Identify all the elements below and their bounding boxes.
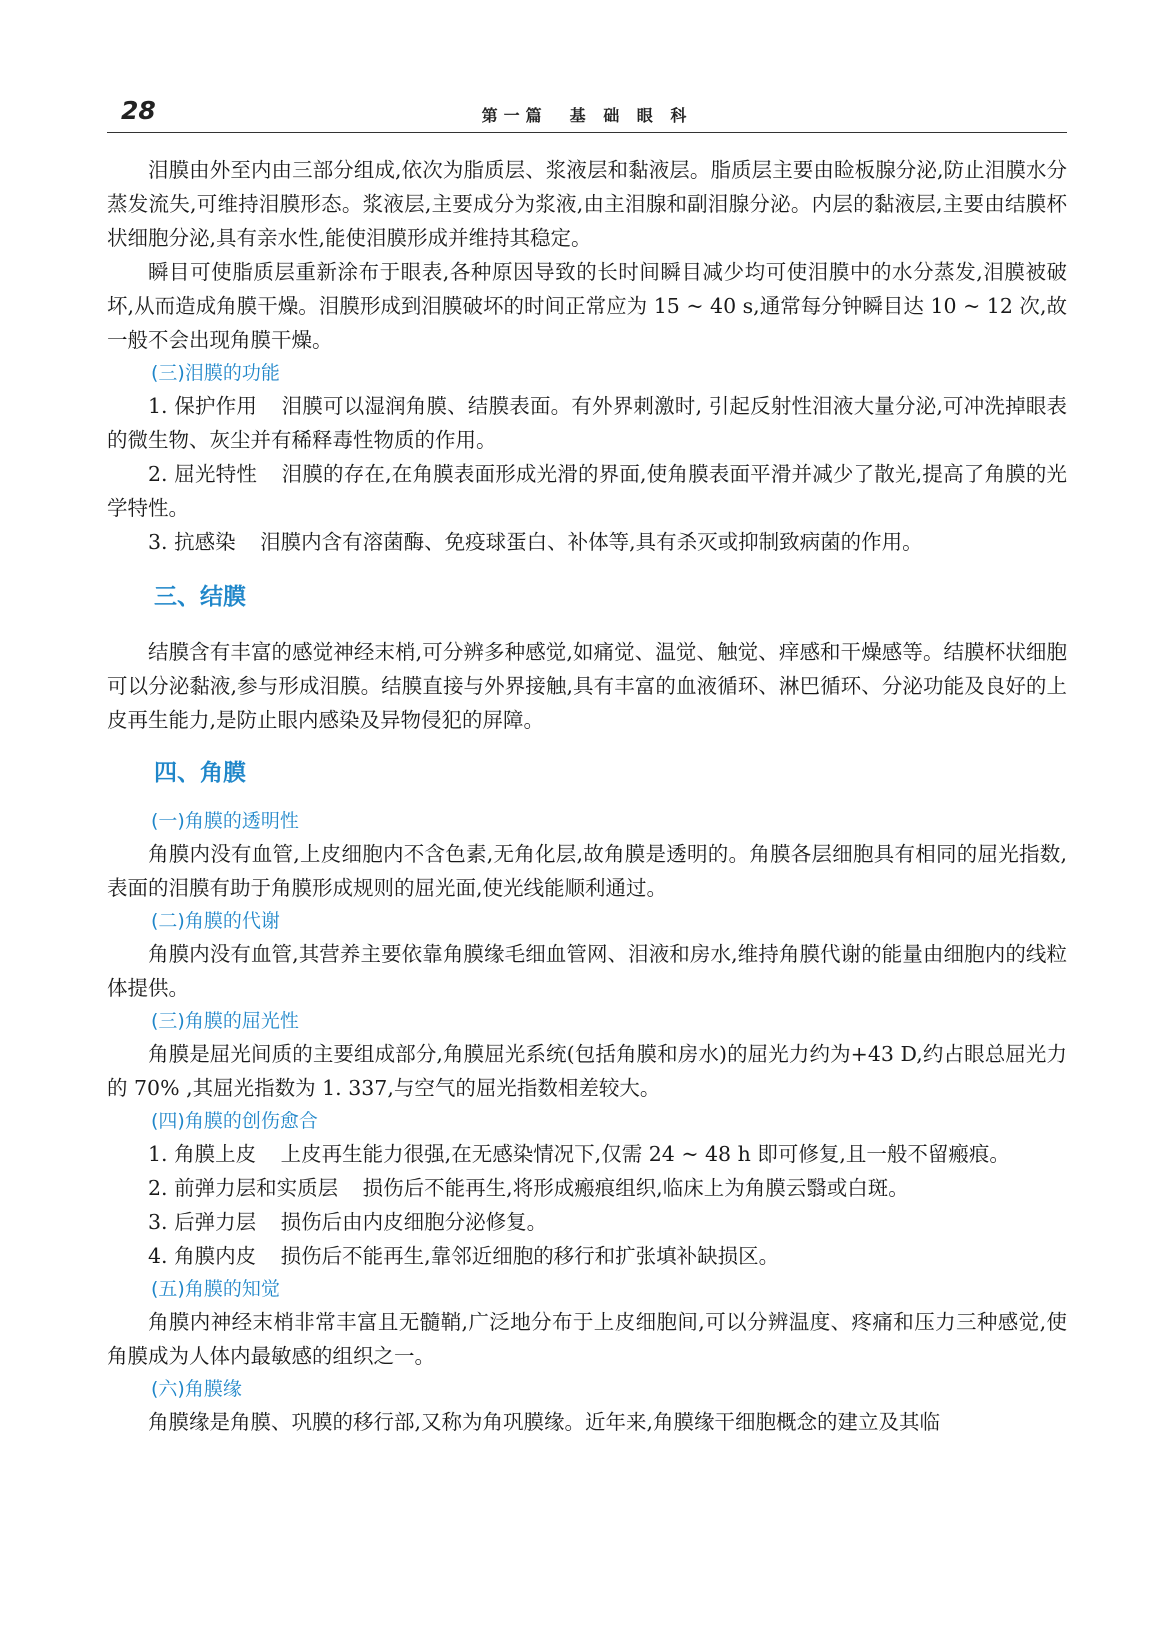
list-item <box>107 1239 1067 1273</box>
paragraph: 角膜缘是角膜、巩膜的移行部,又称为角巩膜缘。近年来,角膜缘干细胞概念的建立及其临 <box>148 1410 941 1434</box>
list-item <box>107 1137 1067 1171</box>
page-number: 28 <box>121 96 156 125</box>
item-term: 2. 屈光特性 <box>148 462 258 486</box>
subsection-heading: (二)角膜的代谢 <box>151 910 280 932</box>
section-heading: 三、结膜 <box>154 584 246 610</box>
item-term: 1. 保护作用 <box>148 394 258 418</box>
paragraph: 角膜内没有血管,其营养主要依靠角膜缘毛细血管网、泪液和房水,维持角膜代谢的能量由细胞内的线粒体提供。 <box>107 942 1067 1000</box>
paragraph: 角膜内没有血管,上皮细胞内不含色素,无角化层,故角膜是透明的。角膜各层细胞具有相同的屈光指数,表面的泪膜有助于角膜形成规则的屈光面,使光线能顺利通过。 <box>107 842 1067 900</box>
paragraph: 瞬目可使脂质层重新涂布于眼表,各种原因导致的长时间瞬目减少均可使泪膜中的水分蒸发,泪膜被破坏,从而造成角膜干燥。泪膜形成到泪膜破坏的时间正常应为 15 ~ 40 s,通常每分钟瞬目达 10 ~ 12 次,故一般不会出现角膜干燥。 <box>107 260 1067 352</box>
item-text: 泪膜的存在,在角膜表面形成光滑的界面,使角膜表面平滑并减少了散光,提高了角膜的光学特性。 <box>107 462 1068 520</box>
list-item <box>107 525 1067 559</box>
subsection-heading: (一)角膜的透明性 <box>151 810 299 832</box>
item-text: 泪膜内含有溶菌酶、免疫球蛋白、补体等,具有杀灭或抑制致病菌的作用。 <box>260 530 923 554</box>
section-heading: 四、角膜 <box>154 760 246 786</box>
list-item <box>107 457 1067 525</box>
item-term: 3. 抗感染 <box>148 530 236 554</box>
paragraph: 角膜是屈光间质的主要组成部分,角膜屈光系统(包括角膜和房水)的屈光力约为+43 D,约占眼总屈光力的 70% ,其屈光指数为 1. 337,与空气的屈光指数相差较大。 <box>107 1042 1067 1100</box>
running-head: 第一篇 基 础 眼 科 <box>481 106 693 125</box>
item-term: 1. 角膜上皮 <box>148 1142 257 1166</box>
item-text: 损伤后不能再生,将形成瘢痕组织,临床上为角膜云翳或白斑。 <box>362 1176 909 1200</box>
page-header <box>107 96 1067 133</box>
item-text: 损伤后不能再生,靠邻近细胞的移行和扩张填补缺损区。 <box>280 1244 780 1268</box>
subsection-heading: (四)角膜的创伤愈合 <box>151 1110 318 1132</box>
item-term: 2. 前弹力层和实质层 <box>148 1176 339 1200</box>
page-body <box>107 153 1067 1439</box>
item-text: 损伤后由内皮细胞分泌修复。 <box>280 1210 548 1234</box>
subsection-heading: (五)角膜的知觉 <box>151 1278 280 1300</box>
item-text: 上皮再生能力很强,在无感染情况下,仅需 24 ~ 48 h 即可修复,且一般不留瘢痕。 <box>280 1142 1010 1166</box>
item-term: 4. 角膜内皮 <box>148 1244 257 1268</box>
paragraph: 泪膜由外至内由三部分组成,依次为脂质层、浆液层和黏液层。脂质层主要由睑板腺分泌,防止泪膜水分蒸发流失,可维持泪膜形态。浆液层,主要成分为浆液,由主泪腺和副泪腺分泌。内层的黏液层,主要由结膜杯状细胞分泌,具有亲水性,能使泪膜形成并维持其稳定。 <box>107 158 1067 250</box>
paragraph: 结膜含有丰富的感觉神经末梢,可分辨多种感觉,如痛觉、温觉、触觉、痒感和干燥感等。结膜杯状细胞可以分泌黏液,参与形成泪膜。结膜直接与外界接触,具有丰富的血液循环、淋巴循环、分泌功能及良好的上皮再生能力,是防止眼内感染及异物侵犯的屏障。 <box>107 640 1067 732</box>
subsection-heading: (六)角膜缘 <box>151 1378 242 1400</box>
item-text: 泪膜可以湿润角膜、结膜表面。有外界刺激时, 引起反射性泪液大量分泌,可冲洗掉眼表的微生物、灰尘并有稀释毒性物质的作用。 <box>107 394 1068 452</box>
list-item <box>107 1205 1067 1239</box>
item-term: 3. 后弹力层 <box>148 1210 257 1234</box>
subsection-heading: (三)泪膜的功能 <box>151 362 280 384</box>
list-item <box>107 1171 1067 1205</box>
subsection-heading: (三)角膜的屈光性 <box>151 1010 299 1032</box>
paragraph: 角膜内神经末梢非常丰富且无髓鞘,广泛地分布于上皮细胞间,可以分辨温度、疼痛和压力三种感觉,使角膜成为人体内最敏感的组织之一。 <box>107 1310 1067 1368</box>
list-item <box>107 389 1067 457</box>
